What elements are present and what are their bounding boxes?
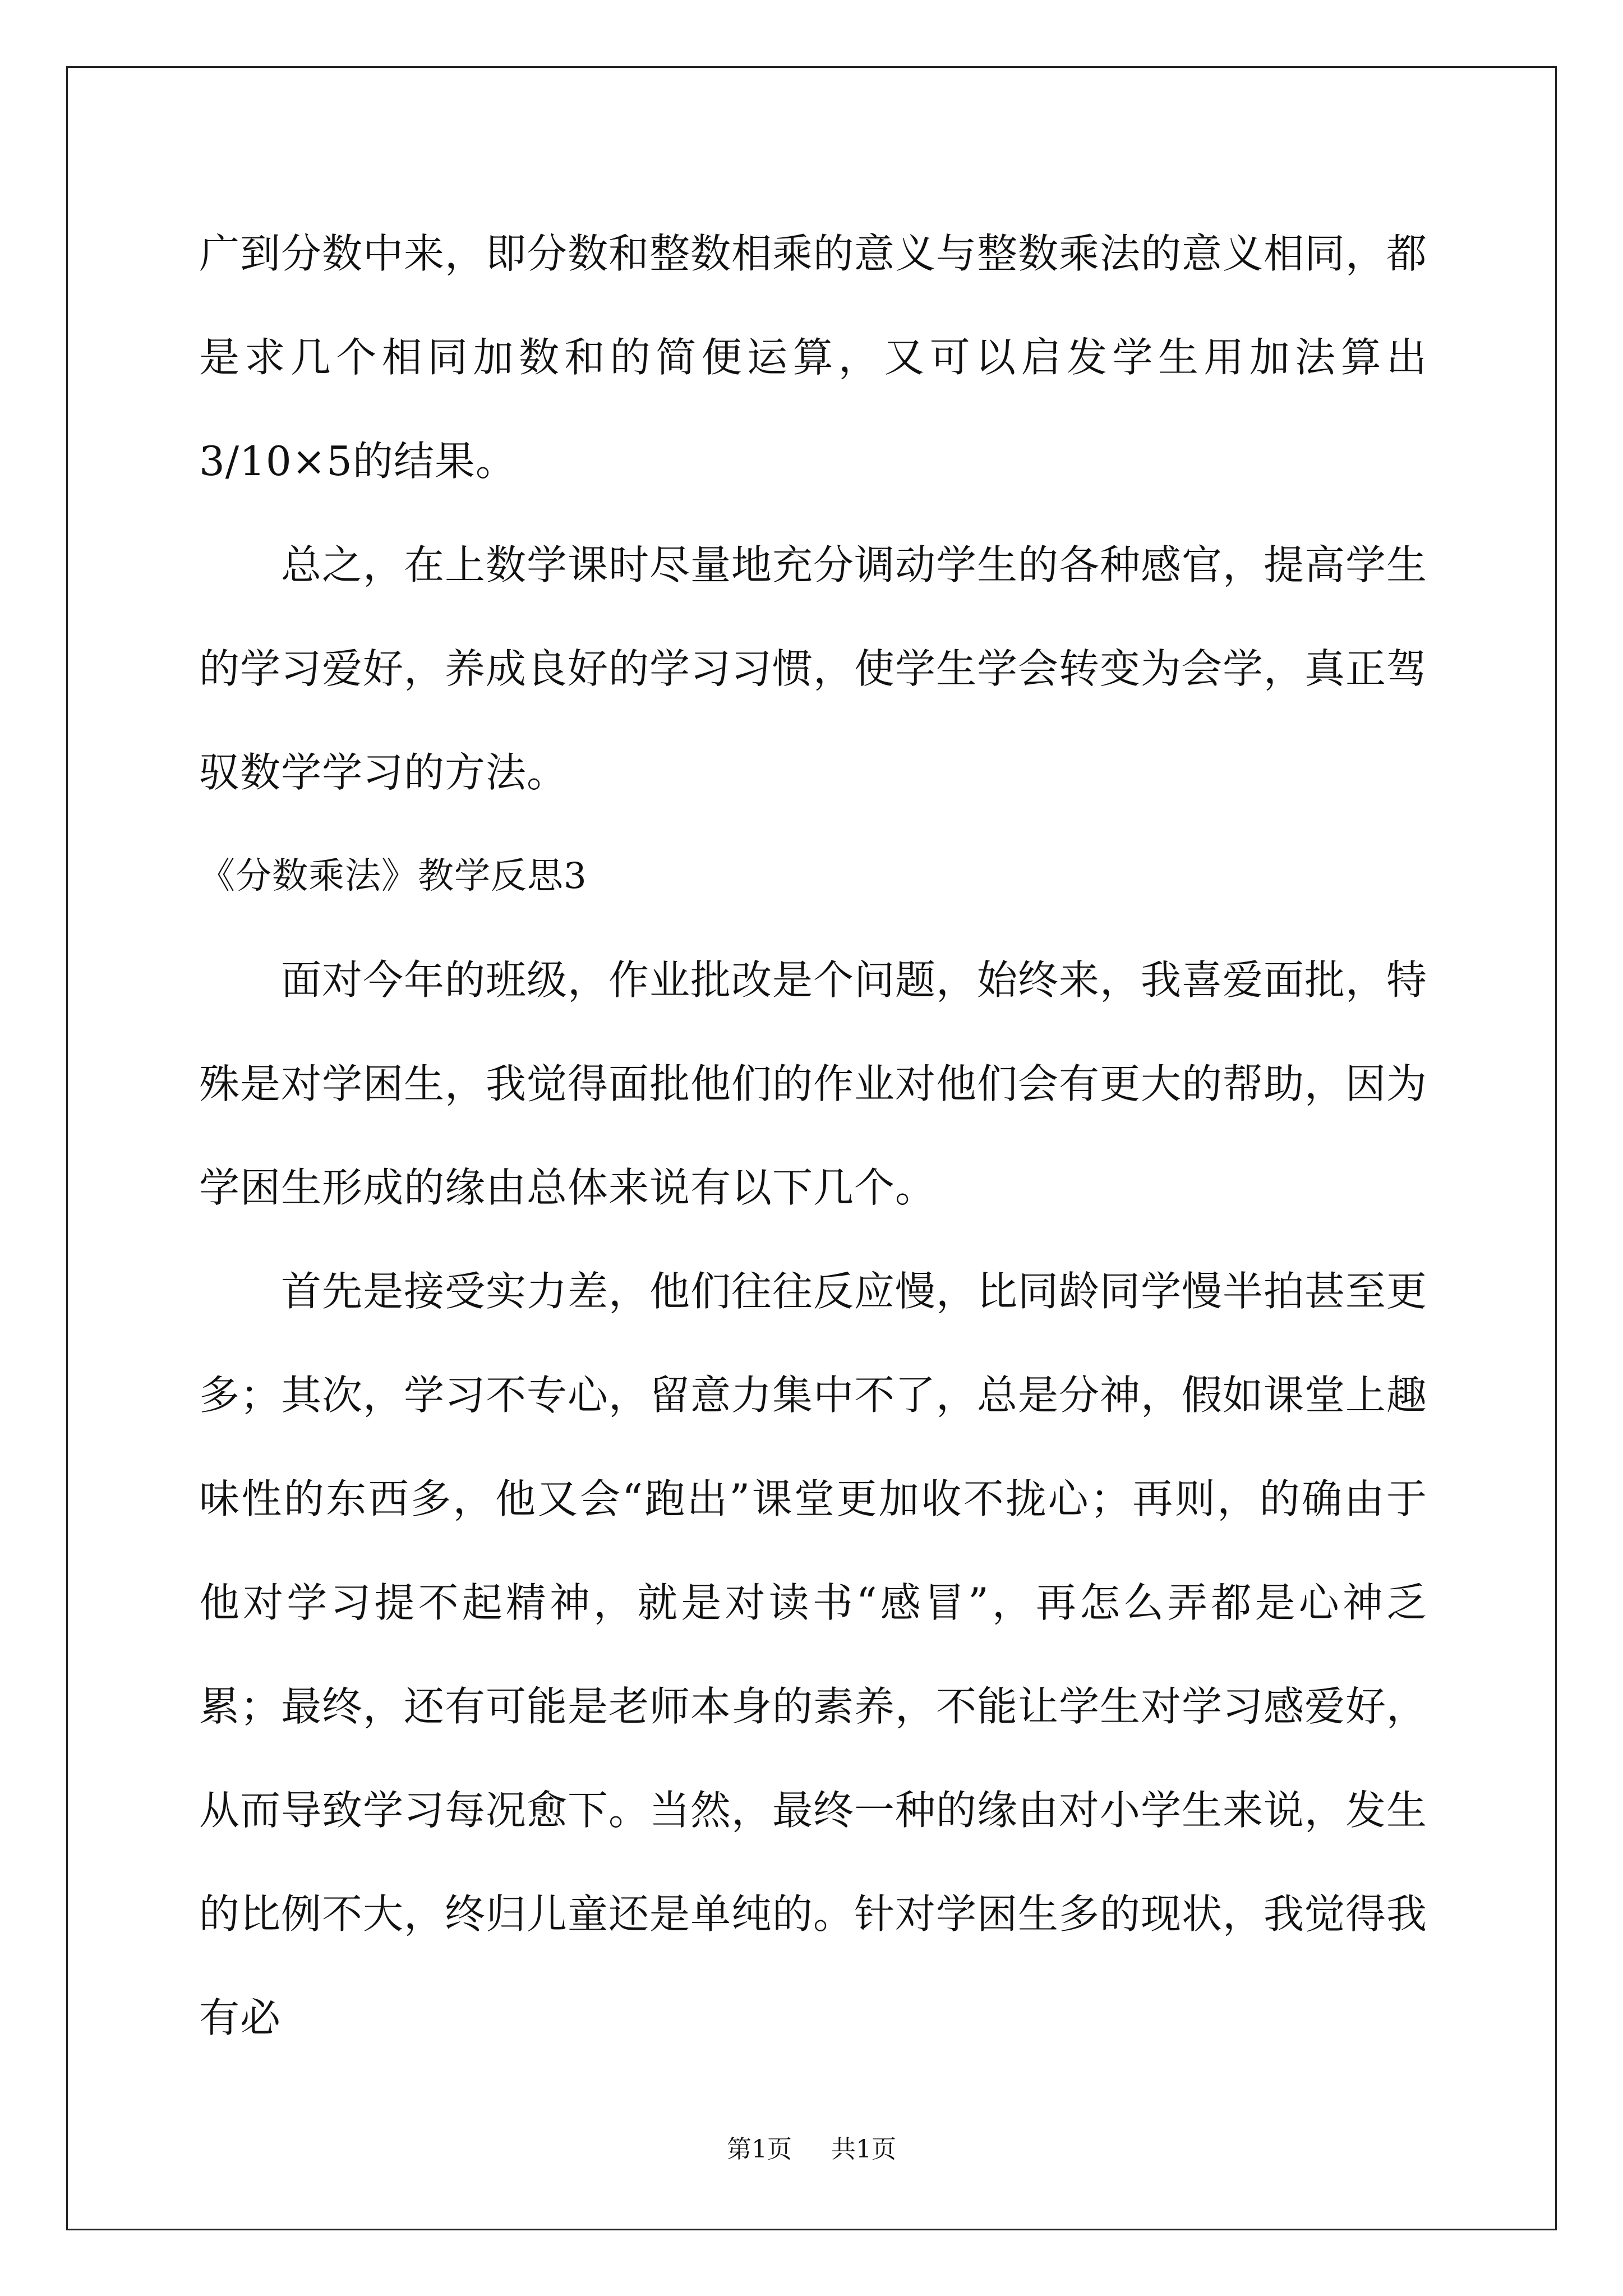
paragraph-4: 首先是接受实力差，他们往往反应慢，比同龄同学慢半拍甚至更多；其次，学习不专心，留意力集中不了，总是分神，假如课堂上趣味性的东西多，他又会“跑出”课堂更加收不拢心；再则，的确由于他对学习提不起精神，就是对读书“感冒”，再怎么弄都是心神乏累；最终，还有可能是老师本身的素养，不能让学生对学习感爱好，从而导致学习每况愈下。当然，最终一种的缘由对小学生来说，发生的比例不大，终归儿童还是单纯的。针对学困生多的现状，我觉得我有必 bbox=[199, 1268, 1428, 2041]
page-total: 共1页 bbox=[831, 2135, 896, 2164]
paragraph-1: 广到分数中来，即分数和整数相乘的意义与整数乘法的意义相同，都是求几个相同加数和的简便运算，又可以启发学生用加法算出3/10×5的结果。 bbox=[199, 230, 1428, 485]
paragraph-3: 面对今年的班级，作业批改是个问题，始终来，我喜爱面批，特殊是对学困生，我觉得面批他们的作业对他们会有更大的帮助，因为学困生形成的缘由总体来说有以下几个。 bbox=[199, 956, 1428, 1211]
paragraph-2: 总之，在上数学课时尽量地充分调动学生的各种感官，提高学生的学习爱好，养成良好的学习习惯，使学生学会转变为会学，真正驾驭数学学习的方法。 bbox=[199, 541, 1428, 796]
page-number: 第1页 bbox=[727, 2135, 792, 2164]
section-heading: 《分数乘法》教学反思3 bbox=[199, 855, 587, 897]
document-body bbox=[199, 202, 1427, 2070]
page-footer bbox=[0, 2129, 1623, 2165]
